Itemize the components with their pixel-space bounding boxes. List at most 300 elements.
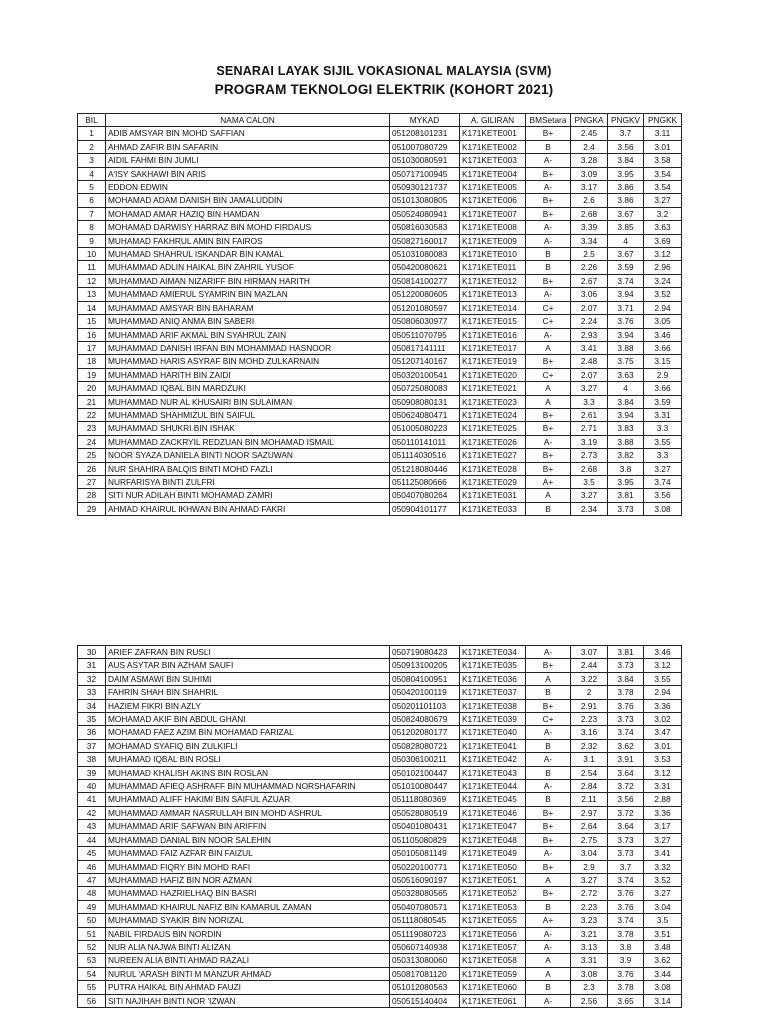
cell-bil: 37 bbox=[78, 739, 106, 752]
table-row bbox=[78, 395, 682, 408]
cell-bil: 29 bbox=[78, 502, 106, 515]
cell-nama-calon: HAZIEM FIKRI BIN AZLY bbox=[106, 699, 390, 712]
cell-pngkv: 3.9 bbox=[608, 954, 644, 967]
table-row bbox=[78, 194, 682, 207]
cell-pngka: 2.07 bbox=[571, 368, 608, 381]
cell-pngkk: 3.46 bbox=[644, 328, 682, 341]
cell-pngkv: 3.8 bbox=[608, 462, 644, 475]
cell-bmsetara: A bbox=[526, 382, 571, 395]
cell-pngkv: 3.67 bbox=[608, 248, 644, 261]
cell-pngka: 2.24 bbox=[571, 315, 608, 328]
cell-pngkv: 3.76 bbox=[608, 315, 644, 328]
cell-pngkk: 3.27 bbox=[644, 833, 682, 846]
cell-bil: 20 bbox=[78, 382, 106, 395]
cell-pngkv: 3.85 bbox=[608, 221, 644, 234]
cell-giliran: K171KETE009 bbox=[460, 234, 526, 247]
table-row bbox=[78, 873, 682, 886]
cell-mykad: 050407080264 bbox=[390, 489, 460, 502]
cell-pngkv: 3.72 bbox=[608, 780, 644, 793]
cell-bmsetara: B+ bbox=[526, 820, 571, 833]
table-row bbox=[78, 914, 682, 927]
cell-mykad: 050817141111 bbox=[390, 341, 460, 354]
cell-bil: 56 bbox=[78, 994, 106, 1007]
cell-pngkv: 3.84 bbox=[608, 672, 644, 685]
cell-nama-calon: MUHAMMAD SYAKIR BIN NORIZAL bbox=[106, 914, 390, 927]
cell-bil: 36 bbox=[78, 726, 106, 739]
header-mykad: MYKAD bbox=[390, 114, 460, 127]
cell-pngka: 3.04 bbox=[571, 847, 608, 860]
cell-mykad: 050511070795 bbox=[390, 328, 460, 341]
cell-mykad: 050328080565 bbox=[390, 887, 460, 900]
cell-pngkv: 3.83 bbox=[608, 422, 644, 435]
cell-bil: 22 bbox=[78, 408, 106, 421]
cell-pngkv: 3.72 bbox=[608, 806, 644, 819]
cell-pngkk: 3.69 bbox=[644, 234, 682, 247]
cell-nama-calon: MUHAMMAD ARIF AKMAL BIN SYAHRUL ZAIN bbox=[106, 328, 390, 341]
header-bil: BIL bbox=[78, 114, 106, 127]
cell-pngkv: 3.73 bbox=[608, 659, 644, 672]
cell-mykad: 050110141011 bbox=[390, 435, 460, 448]
cell-mykad: 051207140167 bbox=[390, 355, 460, 368]
cell-bmsetara: A- bbox=[526, 154, 571, 167]
cell-mykad: 050528080519 bbox=[390, 806, 460, 819]
cell-bmsetara: A- bbox=[526, 927, 571, 940]
cell-pngkv: 3.73 bbox=[608, 833, 644, 846]
cell-giliran: K171KETE004 bbox=[460, 167, 526, 180]
header-nama-calon: NAMA CALON bbox=[106, 114, 390, 127]
cell-pngkk: 3.48 bbox=[644, 940, 682, 953]
table-row bbox=[78, 328, 682, 341]
cell-nama-calon: NUR ALIA NAJWA BINTI ALIZAN bbox=[106, 940, 390, 953]
cell-giliran: K171KETE008 bbox=[460, 221, 526, 234]
cell-nama-calon: NUR SHAHIRA BALQIS BINTI MOHD FAZLI bbox=[106, 462, 390, 475]
cell-bmsetara: A+ bbox=[526, 475, 571, 488]
cell-giliran: K171KETE003 bbox=[460, 154, 526, 167]
cell-mykad: 050401080431 bbox=[390, 820, 460, 833]
cell-pngkk: 3.08 bbox=[644, 981, 682, 994]
cell-nama-calon: MUHAMMAD IQBAL BIN MARDZUKI bbox=[106, 382, 390, 395]
cell-pngkk: 3.05 bbox=[644, 315, 682, 328]
cell-giliran: K171KETE020 bbox=[460, 368, 526, 381]
cell-pngkk: 3.74 bbox=[644, 475, 682, 488]
cell-mykad: 051031080083 bbox=[390, 248, 460, 261]
cell-pngka: 3.17 bbox=[571, 181, 608, 194]
cell-bmsetara: B bbox=[526, 766, 571, 779]
cell-bmsetara: B bbox=[526, 686, 571, 699]
table-row bbox=[78, 234, 682, 247]
cell-giliran: K171KETE026 bbox=[460, 435, 526, 448]
cell-bil: 23 bbox=[78, 422, 106, 435]
cell-bmsetara: B+ bbox=[526, 194, 571, 207]
cell-mykad: 050824080679 bbox=[390, 713, 460, 726]
table-row bbox=[78, 422, 682, 435]
cell-mykad: 050930121737 bbox=[390, 181, 460, 194]
cell-nama-calon: MUHAMMAD ARIF SAFWAN BIN ARIFFIN bbox=[106, 820, 390, 833]
cell-nama-calon: ARIEF ZAFRAN BIN RUSLI bbox=[106, 646, 390, 659]
cell-bil: 9 bbox=[78, 234, 106, 247]
table-row bbox=[78, 274, 682, 287]
cell-mykad: 050407080571 bbox=[390, 900, 460, 913]
cell-pngkv: 3.95 bbox=[608, 475, 644, 488]
cell-pngkv: 3.63 bbox=[608, 368, 644, 381]
cell-pngka: 2.9 bbox=[571, 860, 608, 873]
cell-pngkv: 4 bbox=[608, 234, 644, 247]
cell-bmsetara: A- bbox=[526, 435, 571, 448]
cell-pngkv: 3.73 bbox=[608, 847, 644, 860]
cell-mykad: 051220080605 bbox=[390, 288, 460, 301]
cell-pngka: 3.16 bbox=[571, 726, 608, 739]
cell-pngka: 3.27 bbox=[571, 382, 608, 395]
table-row bbox=[78, 261, 682, 274]
cell-bmsetara: B+ bbox=[526, 127, 571, 140]
cell-mykad: 051105080829 bbox=[390, 833, 460, 846]
cell-bil: 33 bbox=[78, 686, 106, 699]
cell-pngkk: 3.31 bbox=[644, 408, 682, 421]
cell-nama-calon: MUHAMMAD ANIQ ANMA BIN SABERI bbox=[106, 315, 390, 328]
cell-nama-calon: MUHAMMAD SHUKRI BIN ISHAK bbox=[106, 422, 390, 435]
table-row bbox=[78, 954, 682, 967]
cell-giliran: K171KETE053 bbox=[460, 900, 526, 913]
cell-pngkv: 3.88 bbox=[608, 435, 644, 448]
cell-pngkk: 3.44 bbox=[644, 967, 682, 980]
cell-mykad: 050102100447 bbox=[390, 766, 460, 779]
cell-giliran: K171KETE019 bbox=[460, 355, 526, 368]
cell-pngka: 2.11 bbox=[571, 793, 608, 806]
cell-giliran: K171KETE023 bbox=[460, 395, 526, 408]
cell-bmsetara: C+ bbox=[526, 315, 571, 328]
cell-pngka: 3.28 bbox=[571, 154, 608, 167]
header-pngkk: PNGKK bbox=[644, 114, 682, 127]
cell-nama-calon: MUHAMMAD AMSYAR BIN BAHARAM bbox=[106, 301, 390, 314]
cell-nama-calon: AUS ASYTAR BIN AZHAM SAUFI bbox=[106, 659, 390, 672]
cell-pngkk: 3.66 bbox=[644, 341, 682, 354]
cell-pngka: 2.91 bbox=[571, 699, 608, 712]
cell-nama-calon: MOHAMAD ADAM DANISH BIN JAMALUDDIN bbox=[106, 194, 390, 207]
cell-bmsetara: A- bbox=[526, 994, 571, 1007]
table-row bbox=[78, 248, 682, 261]
cell-bil: 12 bbox=[78, 274, 106, 287]
cell-pngka: 3.27 bbox=[571, 873, 608, 886]
document-title: SENARAI LAYAK SIJIL VOKASIONAL MALAYSIA (SVM) bbox=[216, 64, 552, 78]
cell-giliran: K171KETE043 bbox=[460, 766, 526, 779]
cell-nama-calon: MUHAMMAD DANISH IRFAN BIN MOHAMMAD HASNOOR bbox=[106, 341, 390, 354]
cell-pngka: 2.64 bbox=[571, 820, 608, 833]
table-row bbox=[78, 766, 682, 779]
cell-pngka: 3.22 bbox=[571, 672, 608, 685]
cell-bmsetara: B+ bbox=[526, 408, 571, 421]
cell-mykad: 051030080591 bbox=[390, 154, 460, 167]
cell-mykad: 051218080446 bbox=[390, 462, 460, 475]
cell-bil: 8 bbox=[78, 221, 106, 234]
cell-pngkk: 3.5 bbox=[644, 914, 682, 927]
cell-bmsetara: B bbox=[526, 981, 571, 994]
cell-bmsetara: A- bbox=[526, 234, 571, 247]
cell-bil: 53 bbox=[78, 954, 106, 967]
cell-nama-calon: ADIB AMSYAR BIN MOHD SAFFIAN bbox=[106, 127, 390, 140]
cell-pngka: 2.56 bbox=[571, 994, 608, 1007]
cell-giliran: K171KETE029 bbox=[460, 475, 526, 488]
table-row bbox=[78, 940, 682, 953]
cell-pngkk: 3.41 bbox=[644, 847, 682, 860]
cell-bmsetara: A bbox=[526, 672, 571, 685]
cell-pngkv: 3.94 bbox=[608, 288, 644, 301]
cell-bmsetara: A bbox=[526, 341, 571, 354]
cell-bmsetara: A bbox=[526, 395, 571, 408]
cell-giliran: K171KETE025 bbox=[460, 422, 526, 435]
cell-bil: 35 bbox=[78, 713, 106, 726]
cell-giliran: K171KETE033 bbox=[460, 502, 526, 515]
cell-nama-calon: MOHAMAD FAEZ AZIM BIN MOHAMAD FARIZAL bbox=[106, 726, 390, 739]
cell-nama-calon: AHMAD KHAIRUL IKHWAN BIN AHMAD FAKRI bbox=[106, 502, 390, 515]
table-row bbox=[78, 368, 682, 381]
cell-mykad: 051119080723 bbox=[390, 927, 460, 940]
cell-bil: 15 bbox=[78, 315, 106, 328]
cell-bmsetara: B+ bbox=[526, 860, 571, 873]
cell-pngkk: 3.02 bbox=[644, 713, 682, 726]
header-giliran: A. GILIRAN bbox=[460, 114, 526, 127]
cell-pngkv: 3.78 bbox=[608, 981, 644, 994]
cell-pngka: 3.34 bbox=[571, 234, 608, 247]
cell-giliran: K171KETE056 bbox=[460, 927, 526, 940]
table-row bbox=[78, 927, 682, 940]
cell-pngka: 2.4 bbox=[571, 140, 608, 153]
cell-bmsetara: A- bbox=[526, 288, 571, 301]
cell-giliran: K171KETE021 bbox=[460, 382, 526, 395]
cell-pngkk: 3.36 bbox=[644, 699, 682, 712]
cell-pngkv: 3.76 bbox=[608, 900, 644, 913]
cell-bil: 7 bbox=[78, 207, 106, 220]
cell-bil: 34 bbox=[78, 699, 106, 712]
cell-pngka: 2.07 bbox=[571, 301, 608, 314]
cell-mykad: 050908080131 bbox=[390, 395, 460, 408]
cell-nama-calon: MUHAMMAD AIMAN NIZARIFF BIN HIRMAN HARITH bbox=[106, 274, 390, 287]
cell-bmsetara: B bbox=[526, 793, 571, 806]
cell-pngka: 2.73 bbox=[571, 449, 608, 462]
cell-pngkk: 3.59 bbox=[644, 395, 682, 408]
cell-pngkv: 3.94 bbox=[608, 408, 644, 421]
cell-pngkv: 3.78 bbox=[608, 927, 644, 940]
table-row bbox=[78, 167, 682, 180]
cell-bmsetara: B bbox=[526, 248, 571, 261]
table-row bbox=[78, 699, 682, 712]
cell-pngkk: 3.17 bbox=[644, 820, 682, 833]
cell-pngka: 2.84 bbox=[571, 780, 608, 793]
cell-pngka: 2.97 bbox=[571, 806, 608, 819]
table-row bbox=[78, 659, 682, 672]
cell-pngkk: 3.53 bbox=[644, 753, 682, 766]
cell-bil: 32 bbox=[78, 672, 106, 685]
cell-pngka: 3.31 bbox=[571, 954, 608, 967]
cell-giliran: K171KETE049 bbox=[460, 847, 526, 860]
cell-nama-calon: MUHAMMAD DANIAL BIN NOOR SALEHIN bbox=[106, 833, 390, 846]
cell-pngkk: 2.88 bbox=[644, 793, 682, 806]
cell-giliran: K171KETE013 bbox=[460, 288, 526, 301]
cell-mykad: 050420100119 bbox=[390, 686, 460, 699]
cell-bil: 4 bbox=[78, 167, 106, 180]
candidate-table-1 bbox=[77, 113, 682, 516]
cell-pngka: 2.68 bbox=[571, 462, 608, 475]
cell-pngka: 2.72 bbox=[571, 887, 608, 900]
cell-pngka: 2.68 bbox=[571, 207, 608, 220]
cell-nama-calon: MUHAMMAD HARIS ASYRAF BIN MOHD ZULKARNAIN bbox=[106, 355, 390, 368]
cell-pngkv: 3.78 bbox=[608, 686, 644, 699]
cell-nama-calon: MUHAMMAD HAZRIELHAQ BIN BASRI bbox=[106, 887, 390, 900]
cell-bmsetara: A- bbox=[526, 221, 571, 234]
cell-bil: 51 bbox=[78, 927, 106, 940]
cell-bil: 11 bbox=[78, 261, 106, 274]
cell-pngkv: 3.64 bbox=[608, 766, 644, 779]
table-row bbox=[78, 739, 682, 752]
cell-bmsetara: A- bbox=[526, 646, 571, 659]
cell-mykad: 051013080805 bbox=[390, 194, 460, 207]
cell-nama-calon: MUHAMAD FAKHRUL AMIN BIN FAIROS bbox=[106, 234, 390, 247]
cell-pngkk: 3.54 bbox=[644, 181, 682, 194]
cell-pngka: 2.54 bbox=[571, 766, 608, 779]
cell-mykad: 050804100951 bbox=[390, 672, 460, 685]
cell-bil: 43 bbox=[78, 820, 106, 833]
cell-bil: 49 bbox=[78, 900, 106, 913]
cell-pngkv: 3.84 bbox=[608, 395, 644, 408]
cell-pngka: 2.26 bbox=[571, 261, 608, 274]
table-row bbox=[78, 355, 682, 368]
header-pngka: PNGKA bbox=[571, 114, 608, 127]
cell-mykad: 050904101177 bbox=[390, 502, 460, 515]
cell-bil: 3 bbox=[78, 154, 106, 167]
cell-giliran: K171KETE027 bbox=[460, 449, 526, 462]
cell-giliran: K171KETE047 bbox=[460, 820, 526, 833]
cell-bmsetara: B+ bbox=[526, 699, 571, 712]
cell-nama-calon: MUHAMMAD FAIZ AZFAR BIN FAIZUL bbox=[106, 847, 390, 860]
cell-mykad: 050320100541 bbox=[390, 368, 460, 381]
cell-bmsetara: A- bbox=[526, 753, 571, 766]
cell-pngkk: 3.3 bbox=[644, 449, 682, 462]
table-row bbox=[78, 981, 682, 994]
cell-pngkk: 2.96 bbox=[644, 261, 682, 274]
table-row bbox=[78, 994, 682, 1007]
cell-bil: 40 bbox=[78, 780, 106, 793]
cell-mykad: 051012080563 bbox=[390, 981, 460, 994]
cell-giliran: K171KETE031 bbox=[460, 489, 526, 502]
cell-pngka: 2.93 bbox=[571, 328, 608, 341]
cell-pngkv: 3.84 bbox=[608, 154, 644, 167]
table-row bbox=[78, 847, 682, 860]
cell-bmsetara: B+ bbox=[526, 274, 571, 287]
table-row bbox=[78, 301, 682, 314]
cell-mykad: 051202080177 bbox=[390, 726, 460, 739]
cell-pngka: 2.5 bbox=[571, 248, 608, 261]
cell-giliran: K171KETE011 bbox=[460, 261, 526, 274]
cell-pngkv: 3.75 bbox=[608, 355, 644, 368]
cell-nama-calon: NUREEN ALIA BINTI AHMAD RAZALI bbox=[106, 954, 390, 967]
cell-pngkv: 3.86 bbox=[608, 194, 644, 207]
cell-bmsetara: A bbox=[526, 954, 571, 967]
cell-pngka: 2.23 bbox=[571, 713, 608, 726]
cell-nama-calon: MUHAMAD SHAHRUL ISKANDAR BIN KAMAL bbox=[106, 248, 390, 261]
cell-pngkk: 2.94 bbox=[644, 301, 682, 314]
cell-nama-calon: MUHAMMAD AFIEQ ASHRAFF BIN MUHAMMAD NORSHAFARIN bbox=[106, 780, 390, 793]
cell-pngkk: 3.11 bbox=[644, 127, 682, 140]
table-row bbox=[78, 408, 682, 421]
cell-bil: 44 bbox=[78, 833, 106, 846]
table-row bbox=[78, 315, 682, 328]
cell-pngka: 3.09 bbox=[571, 167, 608, 180]
cell-mykad: 050827160017 bbox=[390, 234, 460, 247]
cell-giliran: K171KETE045 bbox=[460, 793, 526, 806]
cell-pngkv: 3.74 bbox=[608, 873, 644, 886]
cell-mykad: 051118080545 bbox=[390, 914, 460, 927]
cell-pngkk: 3.12 bbox=[644, 766, 682, 779]
cell-pngka: 3.21 bbox=[571, 927, 608, 940]
cell-nama-calon: MUHAMMAD ZACKRYIL REDZUAN BIN MOHAMAD ISMAIL bbox=[106, 435, 390, 448]
table-row bbox=[78, 154, 682, 167]
table-row bbox=[78, 860, 682, 873]
cell-bil: 42 bbox=[78, 806, 106, 819]
cell-pngkk: 3.14 bbox=[644, 994, 682, 1007]
cell-pngka: 2.75 bbox=[571, 833, 608, 846]
cell-bil: 28 bbox=[78, 489, 106, 502]
table-header-row bbox=[78, 114, 682, 127]
table-row bbox=[78, 502, 682, 515]
cell-giliran: K171KETE024 bbox=[460, 408, 526, 421]
cell-pngkv: 3.73 bbox=[608, 502, 644, 515]
cell-giliran: K171KETE048 bbox=[460, 833, 526, 846]
cell-mykad: 051125080666 bbox=[390, 475, 460, 488]
table-row bbox=[78, 181, 682, 194]
table-row bbox=[78, 140, 682, 153]
cell-mykad: 050515140404 bbox=[390, 994, 460, 1007]
cell-giliran: K171KETE059 bbox=[460, 967, 526, 980]
cell-pngkk: 3.66 bbox=[644, 382, 682, 395]
cell-pngka: 3.23 bbox=[571, 914, 608, 927]
cell-giliran: K171KETE058 bbox=[460, 954, 526, 967]
cell-mykad: 051208101231 bbox=[390, 127, 460, 140]
cell-pngkk: 3.47 bbox=[644, 726, 682, 739]
cell-nama-calon: NOOR SYAZA DANIELA BINTI NOOR SAZUWAN bbox=[106, 449, 390, 462]
table-row bbox=[78, 288, 682, 301]
cell-giliran: K171KETE034 bbox=[460, 646, 526, 659]
cell-mykad: 050725080083 bbox=[390, 382, 460, 395]
cell-bil: 25 bbox=[78, 449, 106, 462]
cell-pngkk: 2.9 bbox=[644, 368, 682, 381]
cell-bmsetara: B+ bbox=[526, 167, 571, 180]
cell-nama-calon: MUHAMMAD ALIFF HAKIMI BIN SAIFUL AZUAR bbox=[106, 793, 390, 806]
cell-pngkv: 3.76 bbox=[608, 967, 644, 980]
cell-pngka: 2.32 bbox=[571, 739, 608, 752]
cell-giliran: K171KETE055 bbox=[460, 914, 526, 927]
cell-pngkv: 3.62 bbox=[608, 739, 644, 752]
cell-pngkk: 3.15 bbox=[644, 355, 682, 368]
cell-mykad: 050105081149 bbox=[390, 847, 460, 860]
cell-mykad: 050524080941 bbox=[390, 207, 460, 220]
cell-bmsetara: A- bbox=[526, 780, 571, 793]
cell-mykad: 051007080729 bbox=[390, 140, 460, 153]
cell-pngkv: 3.88 bbox=[608, 341, 644, 354]
cell-pngkv: 3.74 bbox=[608, 726, 644, 739]
cell-pngkk: 3.32 bbox=[644, 860, 682, 873]
cell-bmsetara: A+ bbox=[526, 914, 571, 927]
table-row bbox=[78, 686, 682, 699]
cell-nama-calon: MUHAMAD KHALISH AKINS BIN ROSLAN bbox=[106, 766, 390, 779]
cell-pngka: 3.5 bbox=[571, 475, 608, 488]
cell-nama-calon: AHMAD ZAFIR BIN SAFARIN bbox=[106, 140, 390, 153]
table-row bbox=[78, 820, 682, 833]
cell-nama-calon: MUHAMMAD ADLIN HAIKAL BIN ZAHRIL YUSOF bbox=[106, 261, 390, 274]
table-row bbox=[78, 341, 682, 354]
cell-mykad: 050913100205 bbox=[390, 659, 460, 672]
cell-pngkk: 3.01 bbox=[644, 140, 682, 153]
cell-pngkk: 3.2 bbox=[644, 207, 682, 220]
cell-pngka: 3.27 bbox=[571, 489, 608, 502]
